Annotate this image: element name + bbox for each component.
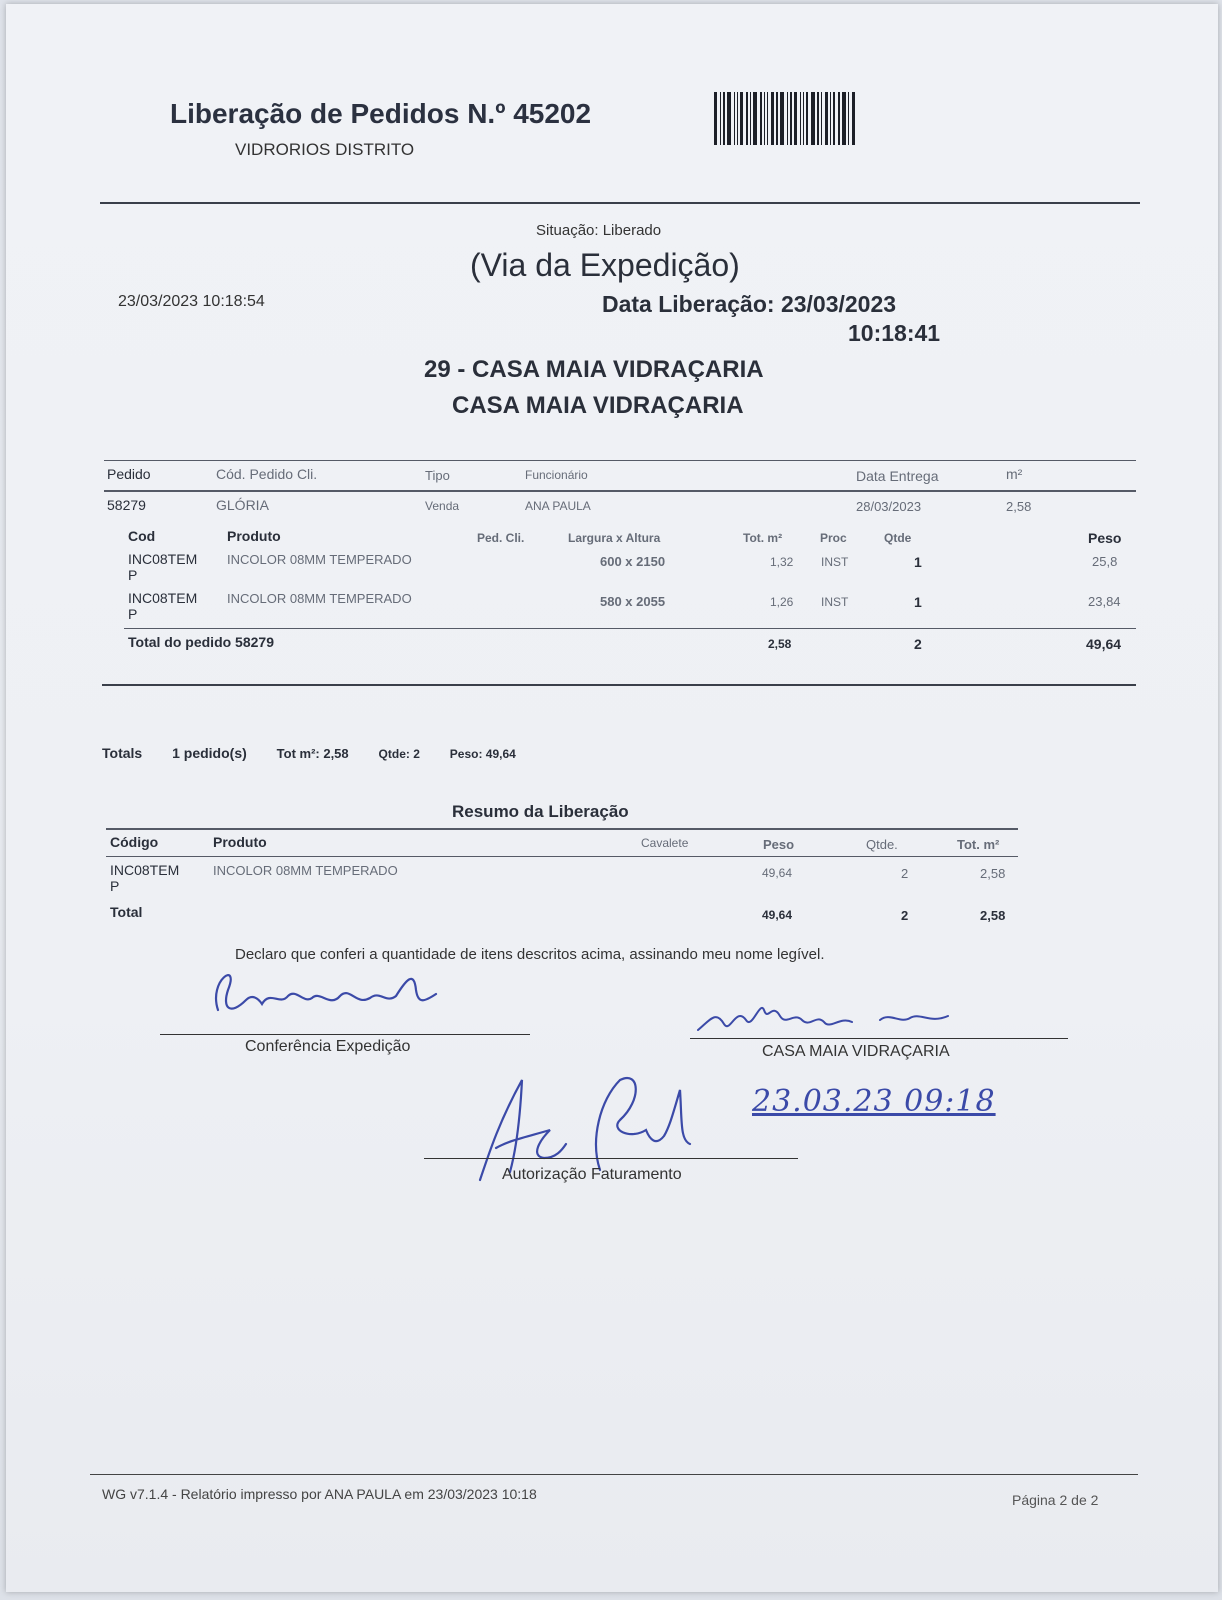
order-total-label: Total do pedido 58279 (128, 634, 274, 650)
barcode-bar (734, 92, 735, 145)
barcode-bar (790, 92, 792, 145)
item-2-tot-m2: 1,26 (770, 595, 794, 609)
barcode-bar (817, 92, 819, 145)
items-total-rule (124, 628, 1136, 629)
barcode-bar (852, 92, 855, 145)
order-total-qtde: 2 (914, 636, 922, 652)
barcode-bar (842, 92, 846, 145)
barcode-bar (771, 92, 774, 145)
signature-line-autorizacao (424, 1158, 798, 1159)
signature-cliente (690, 990, 1010, 1040)
resumo-total-label: Total (110, 904, 143, 920)
items-col-dimensoes: Largura x Altura (568, 531, 661, 545)
order-table-header-rule (104, 490, 1136, 492)
barcode-bar (806, 92, 808, 145)
resumo-row-codigo: INC08TEM (110, 862, 180, 878)
barcode-bar (776, 92, 778, 145)
barcode-bar (740, 92, 743, 145)
footer-rule (90, 1474, 1138, 1475)
cliente-label: CASA MAIA VIDRAÇARIA (762, 1043, 950, 1060)
item-1-cod: INC08TEM (128, 551, 198, 567)
data-liberacao: Data Liberação: 23/03/2023 (602, 291, 897, 317)
order-m2-value: 2,58 (1006, 499, 1032, 514)
resumo-total-tot-m2: 2,58 (980, 908, 1006, 923)
print-datetime: 23/03/2023 10:18:54 (118, 293, 265, 310)
order-tipo-value: Venda (425, 499, 460, 513)
resumo-col-codigo: Código (110, 834, 159, 850)
item-2-produto: INCOLOR 08MM TEMPERADO (227, 591, 412, 606)
barcode-bar (760, 92, 762, 145)
barcode-bar (800, 92, 801, 145)
data-liberacao-time: 10:18:41 (848, 320, 941, 346)
items-col-produto: Produto (227, 528, 281, 544)
item-2-cod: INC08TEM (128, 590, 198, 606)
order-pedido-value: 58279 (107, 497, 146, 513)
barcode-bar (787, 92, 788, 145)
barcode-bar (830, 92, 831, 145)
page-number: Página 2 de 2 (1012, 1492, 1099, 1508)
resumo-row-produto: INCOLOR 08MM TEMPERADO (213, 863, 398, 878)
barcode-bar (750, 92, 751, 145)
resumo-top-rule (106, 828, 1018, 830)
resumo-row-qtde: 2 (901, 866, 909, 881)
order-cod-cli-value: GLÓRIA (216, 497, 269, 513)
client-name: CASA MAIA VIDRAÇARIA (452, 392, 744, 419)
signature-conferencia (200, 960, 460, 1030)
barcode-bar (720, 92, 721, 145)
order-section-divider (102, 684, 1136, 686)
totals-qtde: Qtde: 2 (378, 747, 420, 761)
company-name: VIDRORIOS DISTRITO (235, 140, 415, 159)
items-col-qtde: Qtde (884, 531, 912, 545)
barcode-bar (764, 92, 765, 145)
conferencia-label: Conferência Expedição (245, 1038, 411, 1055)
footer-print-info: WG v7.1.4 - Relatório impresso por ANA PAULA em 23/03/2023 10:18 (102, 1486, 537, 1502)
resumo-col-peso: Peso (763, 837, 795, 852)
barcode-bar (753, 92, 757, 145)
resumo-total-qtde: 2 (901, 908, 909, 923)
resumo-col-tot-m2: Tot. m² (957, 837, 1000, 852)
resumo-header-rule (106, 856, 1018, 857)
barcode-bar (811, 92, 815, 145)
items-col-peso: Peso (1088, 530, 1122, 546)
autorizacao-label: Autorização Faturamento (502, 1166, 682, 1183)
situacao-text: Situação: Liberado (536, 222, 662, 239)
document-page (6, 4, 1218, 1592)
col-data-entrega: Data Entrega (856, 468, 939, 484)
items-col-ped-cli: Ped. Cli. (477, 531, 525, 545)
item-2-peso: 23,84 (1088, 594, 1121, 609)
order-total-m2: 2,58 (768, 637, 792, 651)
declaration-text: Declaro que conferi a quantidade de itens descritos acima, assinando meu nome legível. (235, 946, 825, 963)
totals-label: Totals (102, 745, 143, 761)
item-2-cod-cont: P (128, 606, 138, 622)
signature-line-cliente (690, 1038, 1068, 1039)
resumo-col-qtde: Qtde. (866, 837, 898, 852)
resumo-row-peso: 49,64 (762, 866, 793, 880)
barcode-bar (780, 92, 784, 145)
col-cod-pedido-cli: Cód. Pedido Cli. (216, 466, 318, 482)
resumo-col-cavalete: Cavalete (641, 836, 689, 850)
item-1-tot-m2: 1,32 (770, 555, 794, 569)
col-pedido: Pedido (107, 466, 151, 482)
barcode-bar (803, 92, 804, 145)
barcode-bar (767, 92, 768, 145)
barcode-bar (838, 92, 840, 145)
barcode-bar (737, 92, 738, 145)
handwritten-date: 23.03.23 09:18 (752, 1084, 996, 1119)
document-title: Liberação de Pedidos N.º 45202 (170, 98, 592, 129)
client-code-name: 29 - CASA MAIA VIDRAÇARIA (424, 356, 764, 383)
totals-pedidos: 1 pedido(s) (172, 745, 247, 761)
barcode-bar (723, 92, 725, 145)
barcode-bar (848, 92, 849, 145)
barcode-bar (794, 92, 797, 145)
item-2-dimensoes: 580 x 2055 (600, 594, 666, 609)
barcode-bar (825, 92, 828, 145)
item-1-peso: 25,8 (1092, 554, 1118, 569)
col-funcionario: Funcionário (525, 468, 588, 482)
resumo-row-codigo-cont: P (110, 878, 120, 894)
item-2-proc: INST (821, 595, 849, 609)
items-col-cod: Cod (128, 528, 156, 544)
item-1-produto: INCOLOR 08MM TEMPERADO (227, 552, 412, 567)
barcode-bar (746, 92, 748, 145)
item-1-cod-cont: P (128, 567, 138, 583)
totals-peso: Peso: 49,64 (449, 747, 516, 761)
resumo-title: Resumo da Liberação (452, 802, 629, 821)
via-title: (Via da Expedição) (470, 247, 740, 283)
barcode-bar (727, 92, 731, 145)
col-tipo: Tipo (425, 468, 450, 483)
barcode-bar (714, 92, 717, 145)
col-m2: m² (1006, 466, 1023, 482)
signature-line-conferencia (160, 1034, 530, 1035)
item-1-proc: INST (821, 555, 849, 569)
order-data-entrega-value: 28/03/2023 (856, 499, 922, 514)
item-1-dimensoes: 600 x 2150 (600, 554, 666, 569)
order-funcionario-value: ANA PAULA (525, 499, 591, 513)
resumo-col-produto: Produto (213, 834, 267, 850)
barcode-bar (821, 92, 822, 145)
totals-tot-m2: Tot m²: 2,58 (276, 746, 349, 761)
order-total-peso: 49,64 (1086, 636, 1122, 652)
resumo-row-tot-m2: 2,58 (980, 866, 1006, 881)
item-1-qtde: 1 (914, 554, 922, 570)
order-table-top-rule (104, 460, 1136, 461)
barcode-icon (714, 92, 899, 145)
items-col-proc: Proc (820, 531, 847, 545)
items-col-tot-m2: Tot. m² (743, 531, 783, 545)
barcode-bar (833, 92, 835, 145)
totals-line (102, 745, 542, 761)
item-2-qtde: 1 (914, 594, 922, 610)
resumo-total-peso: 49,64 (762, 908, 793, 922)
header-divider (100, 202, 1140, 204)
